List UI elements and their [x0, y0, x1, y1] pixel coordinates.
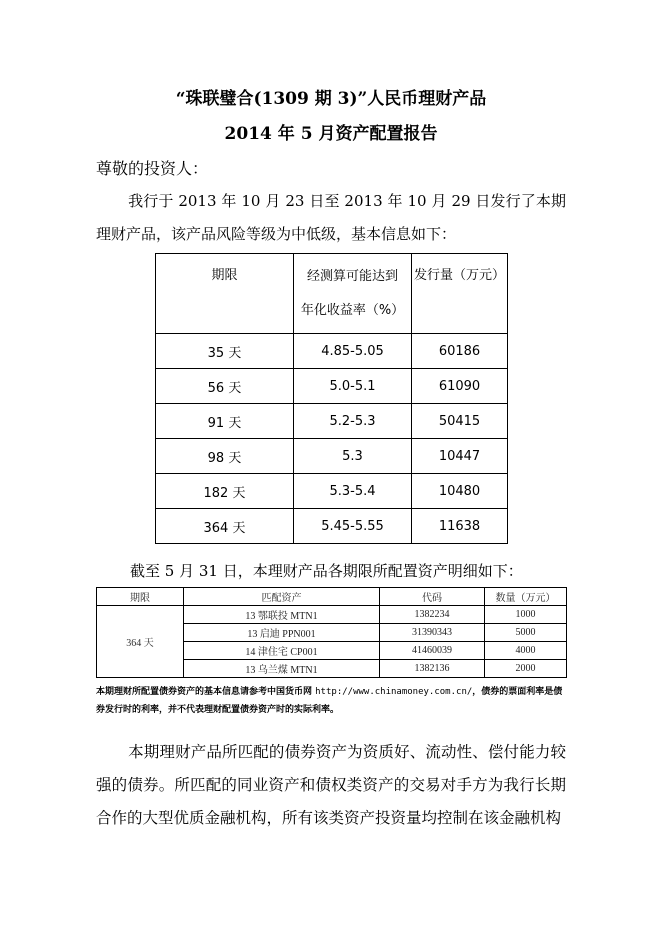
- asset-header-asset: 匹配资产: [184, 588, 380, 606]
- table-row: [156, 334, 508, 369]
- table-row: [156, 404, 508, 439]
- cell-term: 91 天: [156, 404, 294, 439]
- asset-allocation-table: [96, 587, 567, 678]
- asset-header-amount: 数量（万元）: [485, 588, 567, 606]
- asset-code-cell: 1382136: [380, 660, 485, 678]
- footnote-text-before: 本期理财所配置债券资产的基本信息请参考中国货币网: [96, 687, 316, 697]
- asset-name-cell: 14 津住宅 CP001: [184, 642, 380, 660]
- cell-yield: 5.3: [294, 439, 412, 474]
- asset-table-header: [97, 588, 567, 606]
- intro-text: 我行于 2013 年 10 月 23 日至 2013 年 10 月 29 日发行了本期理财产品，该产品风险等级为中低级，基本信息如下：: [96, 192, 566, 243]
- cell-term: 98 天: [156, 439, 294, 474]
- asset-amount-cell: 5000: [485, 624, 567, 642]
- asset-amount-cell: 2000: [485, 660, 567, 678]
- asset-term-cell: 364 天: [97, 606, 184, 678]
- cell-yield: 5.2-5.3: [294, 404, 412, 439]
- asset-header-code: 代码: [380, 588, 485, 606]
- cell-yield: 5.3-5.4: [294, 474, 412, 509]
- cell-yield: 5.45-5.55: [294, 509, 412, 544]
- cell-amount: 60186: [412, 334, 508, 369]
- asset-intro: 截至 5 月 31 日，本理财产品各期限所配置资产明细如下：: [130, 562, 523, 580]
- report-title: “珠联璧合(1309 期 3)”人民币理财产品: [175, 89, 487, 109]
- header-term: 期限: [156, 254, 294, 334]
- cell-yield: 4.85-5.05: [294, 334, 412, 369]
- cell-term: 35 天: [156, 334, 294, 369]
- salutation: 尊敬的投资人：: [96, 159, 209, 178]
- table-row: [156, 369, 508, 404]
- basic-table-header: [156, 254, 508, 334]
- closing-text: 本期理财产品所匹配的债券资产为资质好、流动性、偿付能力较强的债券。所匹配的同业资产和债权类资产的交易对手方为我行长期合作的大型优质金融机构，所有该类资产投资量均控制在该金融机构: [96, 743, 566, 827]
- cell-term: 56 天: [156, 369, 294, 404]
- cell-amount: 50415: [412, 404, 508, 439]
- table-row: [156, 509, 508, 544]
- closing-paragraph: [96, 736, 566, 835]
- header-amount: 发行量（万元）: [412, 254, 508, 334]
- header-yield-line1: 经测算可能达到: [306, 268, 398, 284]
- cell-amount: 61090: [412, 369, 508, 404]
- asset-code-cell: 41460039: [380, 642, 485, 660]
- table-row: [156, 474, 508, 509]
- footnote: [96, 683, 567, 719]
- report-subtitle: 2014 年 5 月资产配置报告: [224, 124, 438, 144]
- asset-code-cell: 31390343: [380, 624, 485, 642]
- asset-amount-cell: 4000: [485, 642, 567, 660]
- cell-amount: 10447: [412, 439, 508, 474]
- asset-name-cell: 13 启迪 PPN001: [184, 624, 380, 642]
- asset-name-cell: 13 鄂联投 MTN1: [184, 606, 380, 624]
- intro-paragraph: [96, 185, 566, 251]
- asset-amount-cell: 1000: [485, 606, 567, 624]
- chinamoney-link[interactable]: http://www.chinamoney.com.cn/: [315, 687, 473, 697]
- cell-term: 364 天: [156, 509, 294, 544]
- table-row: [97, 606, 567, 624]
- cell-amount: 11638: [412, 509, 508, 544]
- header-yield: [294, 254, 412, 334]
- basic-info-table: [155, 253, 508, 544]
- asset-header-term: 期限: [97, 588, 184, 606]
- cell-amount: 10480: [412, 474, 508, 509]
- cell-term: 182 天: [156, 474, 294, 509]
- cell-yield: 5.0-5.1: [294, 369, 412, 404]
- table-row: [156, 439, 508, 474]
- asset-code-cell: 1382234: [380, 606, 485, 624]
- asset-name-cell: 13 乌兰煤 MTN1: [184, 660, 380, 678]
- footnote-text-after: ，债券的票面利率是债券发行时的利率，并不代表理财配置债券资产时的实际利率。: [96, 687, 563, 715]
- header-yield-line2: 年化收益率（%）: [300, 302, 405, 318]
